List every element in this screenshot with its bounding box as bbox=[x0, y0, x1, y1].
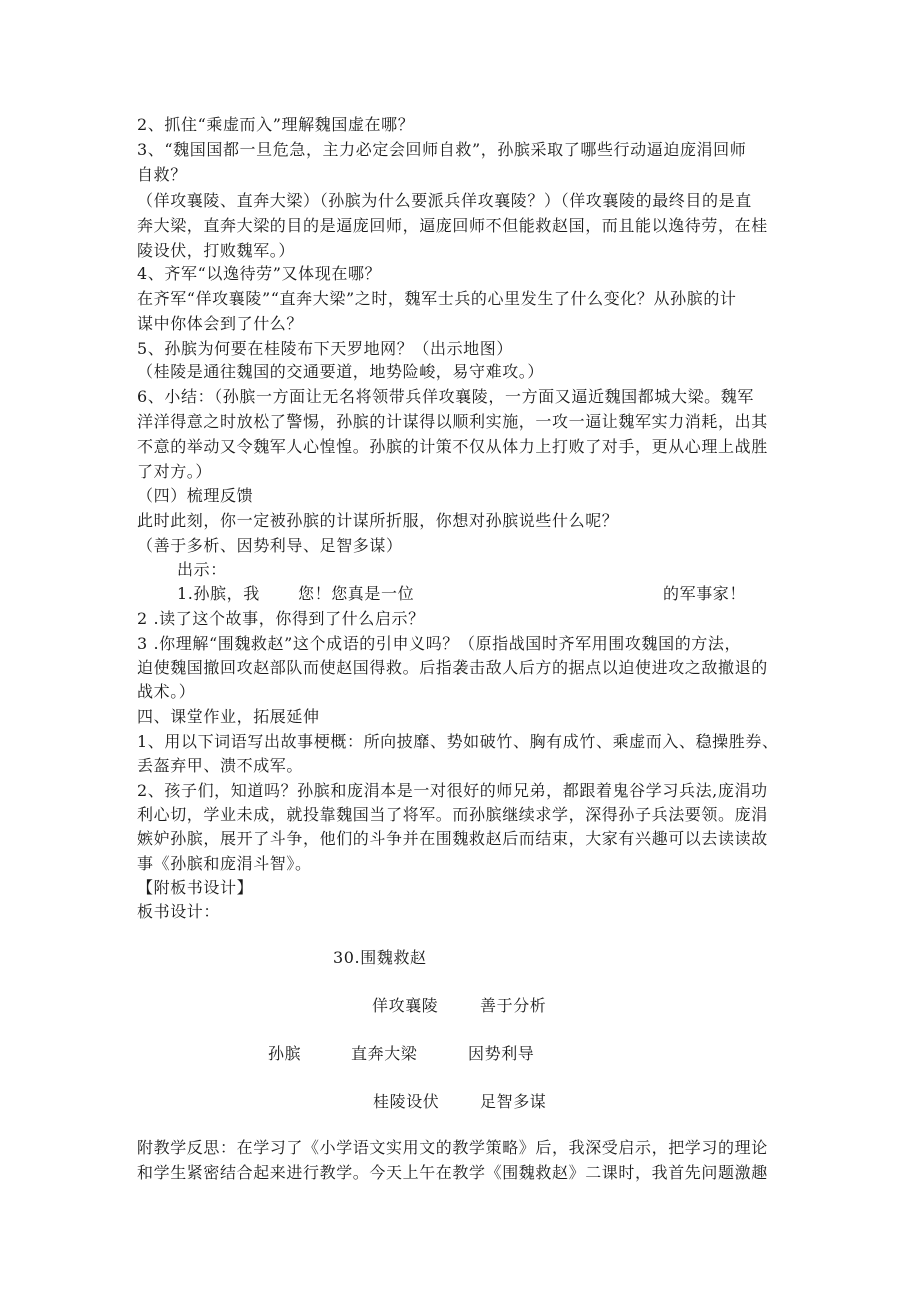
text-line: 洋洋得意之时放松了警惕，孙膑的计谋得以顺利实施，一攻一逼让魏军实力消耗，出其 bbox=[137, 412, 768, 431]
show-label: 出示： bbox=[177, 560, 227, 579]
text-line: （佯攻襄陵、直奔大梁）（孙膑为什么要派兵佯攻襄陵？）（佯攻襄陵的最终目的是直 bbox=[137, 191, 752, 210]
text-line: 奔大梁，直奔大梁的目的是逼庞回师，逼庞回师不但能救赵国，而且能以逸待劳，在桂 bbox=[137, 216, 768, 235]
text-line: （桂陵是通往魏国的交通要道，地势险峻，易守难攻。） bbox=[137, 362, 545, 381]
text-line: 了对方。） bbox=[137, 462, 213, 481]
text-line: 丢盔弃甲、溃不成军。 bbox=[137, 756, 304, 775]
text-line: （善于多析、因势利导、足智多谋） bbox=[137, 536, 403, 555]
fill-in-part1: 1.孙膑，我 bbox=[177, 584, 260, 603]
text-line: 1、用以下词语写出故事梗概：所向披靡、势如破竹、胸有成竹、乘虚而入、稳操胜券、 bbox=[137, 732, 779, 751]
text-line: 2、抓住“乘虚而入”理解魏国虚在哪？ bbox=[137, 115, 415, 134]
text-line: 谋中你体会到了什么？ bbox=[137, 314, 304, 333]
board-item: 桂陵设伏 bbox=[373, 1092, 440, 1111]
section-heading: 【附板书设计】 bbox=[137, 878, 254, 897]
text-line: 事《孙膑和庞涓斗智》。 bbox=[137, 854, 312, 873]
board-item: 孙膑 bbox=[268, 1044, 302, 1063]
text-line: 5、孙膑为何要在桂陵布下天罗地网？（出示地图） bbox=[137, 339, 513, 358]
fill-in-part3: 的军事家！ bbox=[663, 584, 747, 603]
reflection-line: 附教学反思：在学习了《小学语文实用文的教学策略》后，我深受启示，把学习的理论 bbox=[137, 1138, 768, 1157]
fill-in-part2: 您！您真是一位 bbox=[298, 584, 415, 603]
section-heading: 四、课堂作业，拓展延伸 bbox=[137, 707, 320, 726]
text-line: 迫使魏国撤回攻赵部队而使赵国得救。后指袭击敌人后方的据点以迫使进攻之敌撤退的 bbox=[137, 658, 768, 677]
reflection-line: 和学生紧密结合起来进行教学。今天上午在教学《围魏救赵》二课时，我首先问题激趣 bbox=[137, 1163, 768, 1182]
text-line: 2、孩子们，知道吗？孙膑和庞涓本是一对很好的师兄弟，都跟着鬼谷学习兵法,庞涓功 bbox=[137, 781, 768, 800]
text-line: 3 .你理解“围魏救赵”这个成语的引申义吗？（原指战国时齐军用围攻魏国的方法， bbox=[137, 634, 742, 653]
text-line: 嫉妒孙膑，展开了斗争，他们的斗争并在围魏救赵后而结束，大家有兴趣可以去读读故 bbox=[137, 829, 768, 848]
text-line: 在齐军“佯攻襄陵”“直奔大梁”之时，魏军士兵的心里发生了什么变化？从孙膑的计 bbox=[137, 289, 737, 308]
board-item: 直奔大梁 bbox=[351, 1044, 418, 1063]
text-line: 板书设计： bbox=[137, 902, 221, 921]
board-item: 足智多谋 bbox=[480, 1092, 547, 1111]
section-heading: （四）梳理反馈 bbox=[137, 486, 254, 505]
board-item: 善于分析 bbox=[480, 996, 547, 1015]
text-line: 此时此刻，你一定被孙膑的计谋所折服，你想对孙膑说些什么呢？ bbox=[137, 511, 619, 530]
board-title: 30.围魏救赵 bbox=[333, 948, 427, 967]
board-item: 佯攻襄陵 bbox=[372, 996, 439, 1015]
text-line: 不意的举动又令魏军人心惶惶。孙膑的计策不仅从体力上打败了对手，更从心理上战胜 bbox=[137, 437, 768, 456]
text-line: 自救？ bbox=[137, 165, 187, 184]
text-line: 2 .读了这个故事，你得到了什么启示？ bbox=[137, 609, 425, 628]
board-item: 因势利导 bbox=[468, 1044, 535, 1063]
text-line: 3、“魏国国都一旦危急，主力必定会回师自救”，孙膑采取了哪些行动逼迫庞涓回师 bbox=[137, 140, 747, 159]
text-line: 陵设伏，打败魏军。） bbox=[137, 241, 296, 260]
text-line: 6、小结：（孙膑一方面让无名将领带兵佯攻襄陵，一方面又逼近魏国都城大梁。魏军 bbox=[137, 387, 754, 406]
text-line: 利心切，学业未成，就投靠魏国当了将军。而孙膑继续求学，深得孙子兵法要领。庞涓 bbox=[137, 805, 768, 824]
text-line: 4、齐军“以逸待劳”又体现在哪？ bbox=[137, 264, 382, 283]
text-line: 战术。） bbox=[137, 682, 196, 701]
